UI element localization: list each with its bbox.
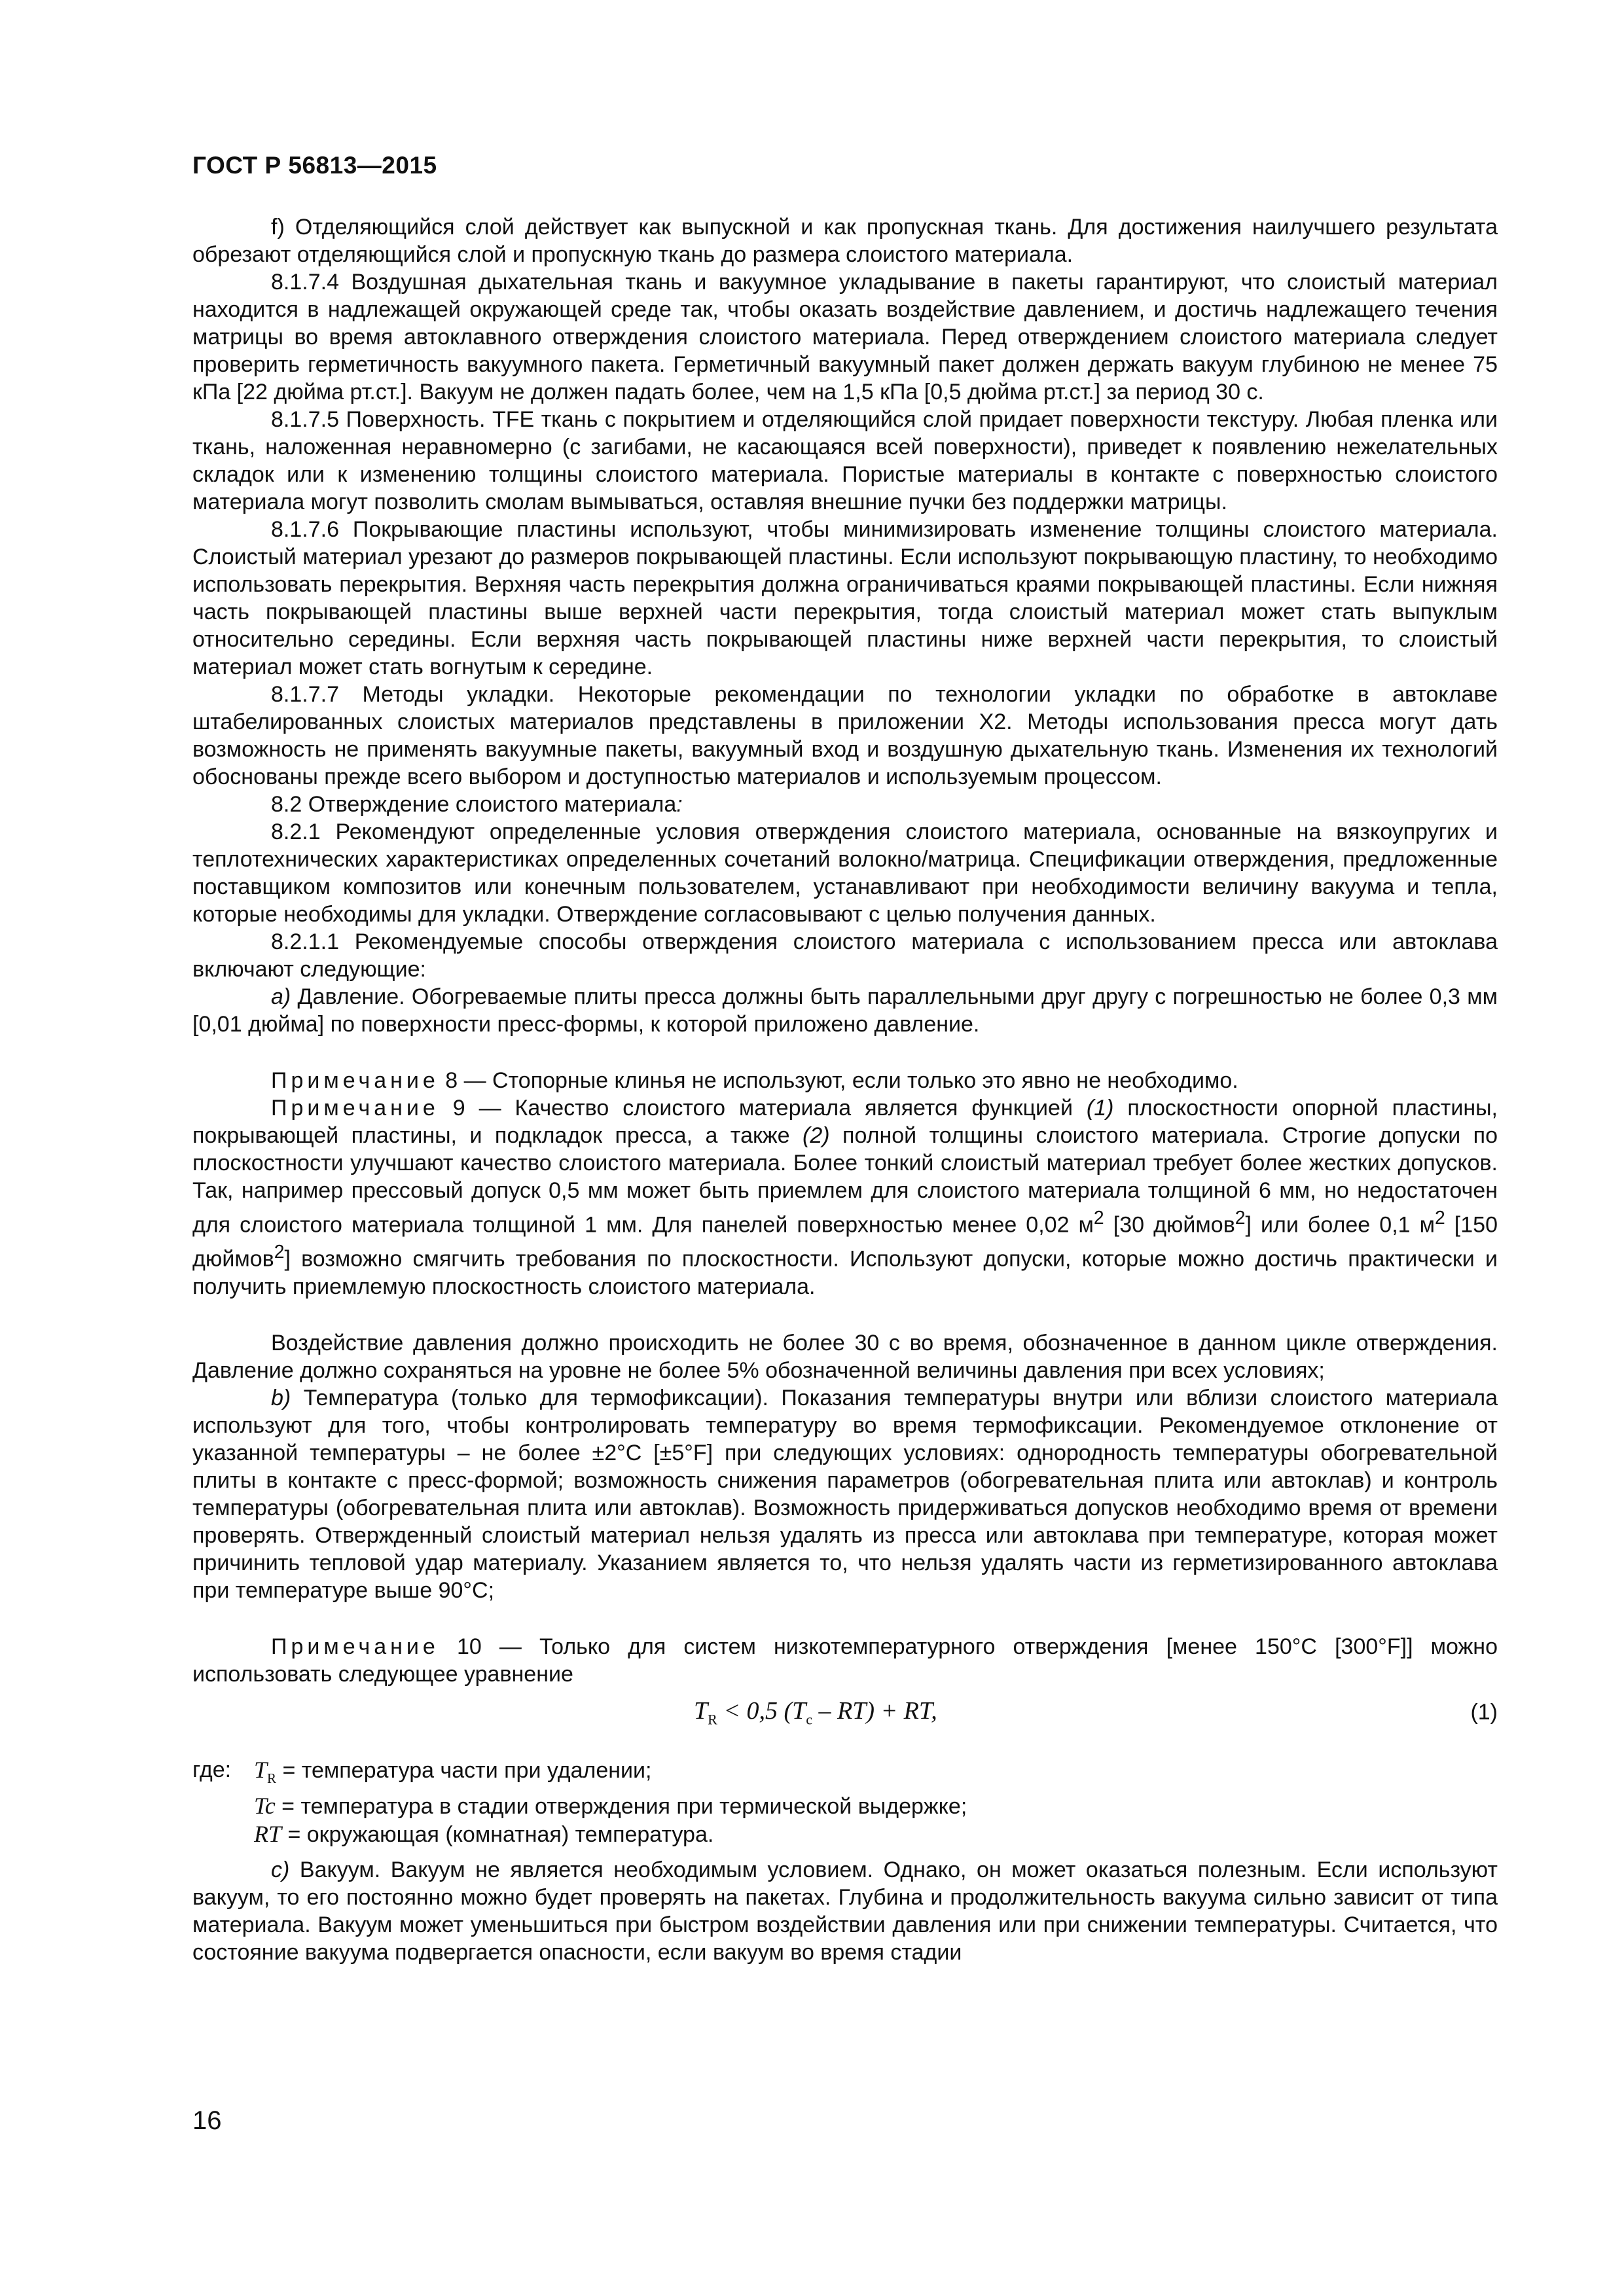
- note-text: ] или более 0,1 м: [1245, 1212, 1435, 1238]
- paragraph-a-pressure: [192, 983, 1498, 1038]
- symbol: T: [254, 1756, 268, 1783]
- paragraph-pressure-time: Воздействие давления должно происходить не более 30 с во время, обозначенное в данном цикле отверждения. Давление должно сохраняться на уровне не более 5% обозначенной величины давления при всех условиях;: [192, 1330, 1498, 1383]
- symbol-tc: Tc: [254, 1792, 276, 1819]
- document-body: [192, 213, 1498, 1966]
- formula-part: < 0,5 (: [717, 1696, 793, 1725]
- paragraph-8-1-7-5: 8.1.7.5 Поверхность. TFE ткань с покрытием и отделяющийся слой придает поверхности текстуру. Любая пленка или ткань, наложенная неравномерно (с загибами, не касающаяся всей поверхности), приведет к появлению нежелательных складок или к изменению толщины слоистого материала. Пористые материалы в контакте с поверхностью слоистого материала могут позволить смолам вымываться, оставляя внешние пучки без поддержки матрицы.: [192, 407, 1498, 514]
- symbol-rt: RT: [254, 1820, 282, 1847]
- note-10: [192, 1633, 1498, 1688]
- note-9: [192, 1094, 1498, 1300]
- note-item-2: (2): [803, 1123, 830, 1148]
- note-text: 8 — Стопорные клинья не используют, если только это явно не необходимо.: [439, 1068, 1238, 1093]
- note-label: Примечание: [271, 1068, 439, 1093]
- paragraph-8-1-7-4: 8.1.7.4 Воздушная дыхательная ткань и вакуумное укладывание в пакеты гарантируют, что слоистый материал находится в надлежащей окружающей среде так, чтобы оказать воздействие давлением, и достичь надлежащего течения матрицы во время автоклавного отверждения слоистого материала. Перед отверждением слоистого материала следует проверить герметичность вакуумного пакета. Герметичный вакуумный пакет должен держать вакуум глубиною не менее 75 кПа [22 дюйма рт.ст.]. Вакуум не должен падать более, чем на 1,5 кПа [0,5 дюйма рт.ст.] за период 30 с.: [192, 270, 1498, 404]
- paragraph-8-1-7-6: 8.1.7.6 Покрывающие пластины используют, чтобы минимизировать изменение толщины слоистого материала. Слоистый материал урезают до размеров покрывающей пластины. Если используют покрывающую пластину, то необходимо использовать перекрытия. Верхняя часть перекрытия должна ограничиваться краями покрывающей пластины. Если нижняя часть покрывающей пластины выше верхней части перекрытия, тогда слоистый материал может стать выпуклым относительно середины. Если верхняя часть покрывающей пластины ниже верхней части перекрытия, то слоистый материал может стать вогнутым к середине.: [192, 517, 1498, 679]
- document-header: ГОСТ Р 56813—2015: [192, 152, 437, 179]
- formula-number: (1): [1470, 1699, 1498, 1725]
- paragraph-8-2-1-1: 8.2.1.1 Рекомендуемые способы отверждения слоистого материала с использованием пресса или автоклава включают следующие:: [192, 929, 1498, 982]
- note-text: 9 — Качество слоистого материала является функцией: [439, 1096, 1087, 1121]
- note-text: 10 — Только для систем низкотемпературного отверждения [менее 150°С [300°F]] можно использовать следующее уравнение: [192, 1634, 1498, 1687]
- paragraph-8-1-7-7: 8.1.7.7 Методы укладки. Некоторые рекомендации по технологии укладки по обработке в автоклаве штабелированных слоистых материалов представлены в приложении X2. Методы использования пресса могут дать возможность не применять вакуумные пакеты, вакуумный вход и воздушную дыхательную ткань. Изменения их технологий обоснованы прежде всего выбором и доступностью материалов и используемым процессом.: [192, 682, 1498, 789]
- note-8: [192, 1067, 1498, 1094]
- symbol-sub: R: [267, 1770, 277, 1786]
- section-colon: :: [676, 792, 683, 817]
- item-text-b: Температура (только для термофиксации). Показания температуры внутри или вблизи слоистого материала используют для того, чтобы контролировать температуру во время термофиксации. Рекомендуемое отклонение от указанной температуры – не более ±2°С [±5°F] при следующих условиях: однородность температуры обогревательной плиты в контакте с пресс-формой; возможность снижения параметров (обогревательная плита или автоклав) и контроль температуры (обогревательная плита или автоклав). Возможность придерживаться допусков необходимо время от времени проверять. Отвержденный слоистый материал нельзя удалять из пресса или автоклава при температуре, которая может причинить тепловой удар материалу. Указанием является то, что нельзя удалять части из герметизированного автоклава при температуре выше 90°С;: [192, 1385, 1498, 1603]
- superscript: 2: [1093, 1208, 1104, 1229]
- section-title: 8.2 Отверждение слоистого материала: [271, 792, 677, 817]
- symbol-description: = температура в стадии отверждения при термической выдержке;: [275, 1793, 967, 1819]
- superscript: 2: [1434, 1208, 1445, 1229]
- where-line-rt: [192, 1820, 1498, 1848]
- note-text: [150 дюймов: [192, 1212, 1498, 1272]
- paragraph-c-vacuum: [192, 1856, 1498, 1966]
- formula-symbol-t: T: [694, 1696, 708, 1725]
- item-label-c: с): [271, 1857, 290, 1882]
- note-text: полной толщины слоистого материала. Строгие допуски по плоскостности улучшают качество слоистого материала. Более тонкий слоистый материал требует более жестких допусков. Так, например прессовый допуск 0,5 мм может быть приемлем для слоистого материала толщиной 6 мм, но недостаточен для слоистого материала толщиной 1 мм. Для панелей поверхностью менее 0,02 м: [192, 1123, 1498, 1238]
- paragraph-f: f) Отделяющийся слой действует как выпускной и как пропускная ткань. Для достижения наилучшего результата обрезают отделяющийся слой и пропускную ткань до размера слоистого материала.: [192, 215, 1498, 267]
- page-number: 16: [192, 2106, 222, 2135]
- item-label-a: а): [271, 984, 291, 1009]
- note-text: [30 дюймов: [1104, 1212, 1235, 1238]
- formula-part: – RT) + RT,: [812, 1696, 937, 1725]
- where-line-tc: [192, 1792, 1498, 1820]
- where-label: где:: [192, 1757, 232, 1782]
- paragraph-b-temperature: [192, 1384, 1498, 1604]
- item-label-b: b): [271, 1385, 291, 1410]
- note-label: Примечание: [271, 1096, 439, 1121]
- superscript: 2: [274, 1242, 285, 1263]
- note-label: Примечание: [271, 1634, 439, 1659]
- note-text: ] возможно смягчить требования по плоскостности. Используют допуски, которые можно достичь практически и получить приемлемую плоскостность слоистого материала.: [192, 1246, 1498, 1299]
- formula-sub: c: [806, 1711, 813, 1728]
- where-line-tr: [192, 1756, 1498, 1792]
- item-text-c: Вакуум. Вакуум не является необходимым условием. Однако, он может оказаться полезным. Если используют вакуум, то его постоянно можно будет проверять на пакетах. Глубина и продолжительность вакуума сильно зависит от типа материала. Вакуум может уменьшиться при быстром воздействии давления или при снижении температуры. Считается, что состояние вакуума подвергается опасности, если вакуум во время стадии: [192, 1857, 1498, 1965]
- symbol-tr: [254, 1756, 277, 1786]
- symbol-description: = окружающая (комнатная) температура.: [281, 1821, 714, 1847]
- paragraph-8-2-1: 8.2.1 Рекомендуют определенные условия отверждения слоистого материала, основанные на вязкоупругих и теплотехнических характеристиках определенных сочетаний волокно/матрица. Спецификации отверждения, предложенные поставщиком композитов или конечным пользователем, устанавливают при необходимости величину вакуума и тепла, которые необходимы для укладки. Отверждение согласовывают с целью получения данных.: [192, 819, 1498, 927]
- note-item-1: (1): [1086, 1096, 1114, 1121]
- paragraph-8-2: [192, 791, 1498, 818]
- superscript: 2: [1235, 1208, 1246, 1229]
- item-text-a: Давление. Обогреваемые плиты пресса должны быть параллельными друг другу с погрешностью не более 0,3 мм [0,01 дюйма] по поверхности пресс-формы, к которой приложено давление.: [192, 984, 1498, 1037]
- formula: [694, 1697, 937, 1734]
- formula-sub: R: [708, 1711, 717, 1728]
- formula-symbol-tc: T: [792, 1696, 806, 1725]
- note-text: плоскостности опорной пластины, покрывающей пластины, и подкладок пресса, а также: [192, 1096, 1498, 1148]
- symbol-description: = температура части при удалении;: [276, 1757, 652, 1783]
- formula-row: [192, 1695, 1498, 1732]
